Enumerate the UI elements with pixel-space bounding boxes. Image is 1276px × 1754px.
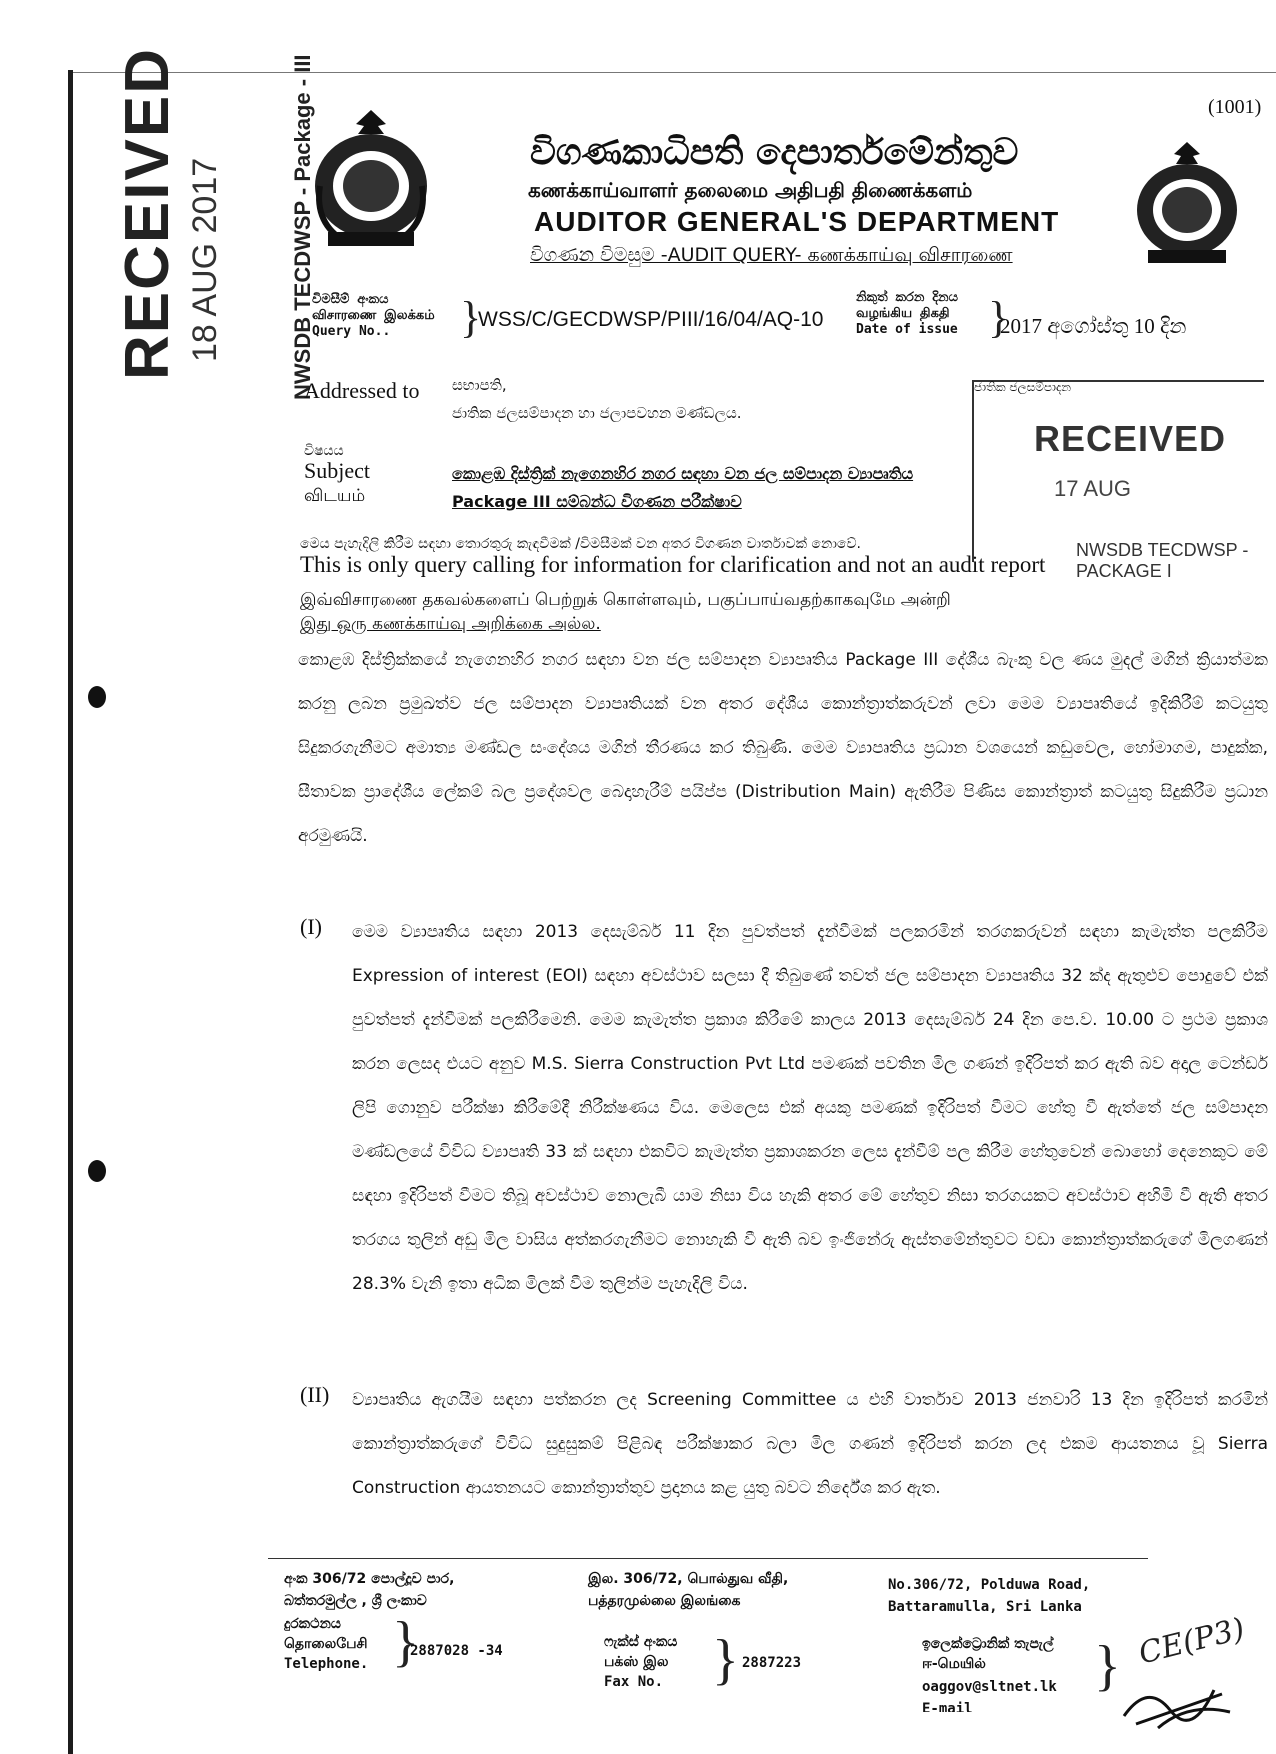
notice-english: This is only query calling for information for clarification and not an audit report: [300, 552, 1046, 577]
subject-label-si: විෂයය: [304, 444, 344, 459]
addressed-to-label: Addressed to: [304, 378, 420, 403]
email-label-en: E-mail: [922, 1701, 973, 1712]
handwritten-signature: [1118, 1672, 1238, 1732]
address-si-line2: බත්තරමුල්ල , ශ්‍රී ලංකාව: [284, 1593, 427, 1609]
subject-label-en: Subject: [304, 458, 370, 483]
query-no-label-en: Query No..: [312, 324, 391, 339]
paragraph-number: (II): [300, 1382, 330, 1407]
punch-hole: [88, 686, 106, 708]
dept-name-sinhala: විගණකාධිපති දෙපාර්තමේන්තුව: [530, 132, 1019, 173]
received-stamp: [972, 380, 1264, 581]
sri-lanka-emblem-right: [1128, 138, 1246, 270]
address-si-line1: අංක 306/72 පොල්දූව පාර,: [284, 1571, 455, 1587]
footer-address-sinhala: [284, 1568, 454, 1612]
footer-address-tamil: [588, 1568, 788, 1612]
brace-icon: }: [1094, 1635, 1121, 1697]
sri-lanka-emblem-left: [306, 104, 436, 254]
paragraph-number: (I): [300, 914, 322, 939]
email-value: oaggov@sltnet.lk: [922, 1679, 1057, 1695]
received-stamp-foot: NWSDB TECDWSP - PACKAGE I: [1076, 540, 1249, 581]
audit-query-title: විගණන විමසුම -AUDIT QUERY- கணக்காய்வு விசாரணை: [530, 244, 1013, 266]
punch-hole: [88, 1160, 106, 1182]
footer-address-english: [888, 1574, 1090, 1618]
telephone-labels: [284, 1614, 368, 1674]
query-no-value: WSS/C/GECDWSP/PIII/16/04/AQ-10: [478, 308, 824, 331]
received-stamp-main: RECEIVED: [1034, 418, 1227, 459]
fax-label-ta: பக்ஸ் இல: [604, 1654, 669, 1670]
issue-date-label-si: නිකුත් කරන දිනය: [856, 290, 958, 305]
scan-top-edge: [72, 72, 1276, 73]
issue-date-label-ta: வழங்கிய திகதி: [856, 306, 950, 321]
paragraph-two: ව්‍යාපෘතිය ඇගයීම සඳහා පත්කරන ලද Screening Committee ය එහි වාර්තාව 2013 ජනවාරි 13 දින ඉදිරිපත් කරමින් කොන්ත්‍රාත්කරුගේ විවිධ සුදුසුකම් පිළිබඳ පරීක්ෂාකර බලා මිල ගණන් ඉදිරිපත් කරන ලද එකම ආයතනය වූ Sierra Construction ආයතනයට කොන්ත්‍රාත්තුව ප්‍රදානය කළ යුතු බවට නිර්දේශ කර ඇත.: [352, 1390, 1268, 1498]
brace-icon: }: [392, 1611, 419, 1673]
stamp-org-text: NWSDB TECDWSP - Package - III: [290, 54, 315, 400]
telephone-label-ta: தொலைபேசி: [284, 1636, 368, 1652]
subject-label-ta: விடயம்: [304, 486, 366, 505]
brace-icon: }: [988, 293, 1010, 342]
telephone-label-si: දුරකථනය: [284, 1616, 341, 1632]
notice-sinhala: මෙය පැහැදිලි කිරීම සඳහා තොරතුරු කැඳවීමක් /විමසීමක් වන අතර විගණන වාර්තාවක් නොවේ.: [300, 536, 861, 552]
fax-value: 2887223: [742, 1655, 802, 1671]
address-en-line2: Battaramulla, Sri Lanka: [888, 1599, 1082, 1615]
received-stamp-date: 17 AUG: [1054, 476, 1132, 501]
dept-name-tamil: கணக்காய்வாளர் தலைமை அதிபதி திணைக்களம்: [528, 178, 973, 202]
telephone-label-en: Telephone.: [284, 1656, 369, 1672]
footer-divider: [268, 1558, 1148, 1559]
telephone-value: 2887028 -34: [410, 1643, 503, 1659]
query-no-label-si: විමසීම් අංකය: [312, 292, 389, 307]
notice-tamil-line2: இது ஒரு கணக்காய்வு அறிக்கை அல்ல.: [300, 614, 601, 634]
addressee-line1: සභාපති,: [452, 376, 507, 394]
dept-name-english: AUDITOR GENERAL'S DEPARTMENT: [534, 206, 1060, 237]
brace-icon: }: [460, 293, 482, 342]
email-labels: [922, 1634, 1054, 1674]
subject-line1: කොළඹ දිස්ත්‍රික් නැගෙනහිර නගර සඳහා වන ජල සම්පාදන ව්‍යාපෘතිය: [452, 464, 914, 483]
stamp-received-text: RECEIVED: [113, 47, 182, 380]
stamp-date-text: 18 AUG 2017: [186, 157, 224, 362]
address-ta-line1: இல. 306/72, பொல்துவ வீதி,: [588, 1571, 789, 1587]
subject-line2: Package III සම්බන්ධ විගණන පරීක්ෂාව: [452, 492, 742, 511]
email-label-ta: ஈ-மெயில்: [922, 1656, 986, 1672]
notice-tamil-line1: இவ்விசாரணை தகவல்களைப் பெற்றுக் கொள்ளவும், பகுப்பாய்வதற்காகவுமே அன்றி: [300, 590, 951, 610]
email-label-si: ඉලෙක්ට්‍රොනික් තැපැල්: [922, 1636, 1054, 1652]
query-no-label-ta: விசாரணை இலக்கம்: [312, 308, 435, 323]
page-number: (1001): [1208, 96, 1262, 118]
handwritten-note: CE(P3): [1135, 1611, 1249, 1672]
addressee-line2: ජාතික ජලසම්පාදන හා ජලාපවහන මණ්ඩලය.: [452, 404, 742, 422]
fax-labels: [604, 1632, 677, 1692]
intro-paragraph: කොළඹ දිස්ත්‍රික්කයේ නැගෙනහිර නගර සඳහා වන ජල සම්පාදන ව්‍යාපෘතිය Package III දේශීය බැංකු වල ණය මුදල් මගින් ක්‍රියාත්මක කරනු ලබන ප්‍රමුඛත්ව ජල සම්පාදන ව්‍යාපෘතියක් වන අතර දේශීය කොන්ත්‍රාත්කරුවන් ලවා මෙම ව්‍යාපෘතියේ ඉදිකිරීම් කටයුතු සිදුකරගැනීමට අමාත්‍ය මණ්ඩල සංදේශය මගින් තීරණය කර තිබුණි. මෙම ව්‍යාපෘතිය ප්‍රධාන වශයෙන් කඩුවෙල, හෝමාගම, පාදුක්ක, සීතාවක ප්‍රාදේශීය ලේකම් බල ප්‍රදේශවල බෙදාහැරීම් පයිප්ප (Distribution Main) ඇතිරීම පිණිස කොන්ත්‍රාත් කටයුතු සිදුකිරීම ප්‍රධාන අරමුණයි.: [298, 650, 1268, 846]
address-ta-line2: பத்தரமுல்லை இலங்கை: [588, 1593, 741, 1609]
issue-date-value: 2017 අගෝස්තු 10 දින: [1000, 314, 1187, 338]
paragraph-one: මෙම ව්‍යාපෘතිය සඳහා 2013 දෙසැම්බර් 11 දින පුවත්පත් දැන්වීමක් පලකරමින් තරගකරුවන් සඳහා කැමැත්ත පලකිරීම Expression of interest (EOI) සඳහා අවස්ථාව සලසා දී තිබුණේ තවත් ජල සම්පාදන ව්‍යාපෘතිය 32 ක්ද ඇතුළුව පොදුවේ එක් පුවත්පත් දැන්වීමක් පලකිරීමෙනි. මෙම කැමැත්ත ප්‍රකාශ කිරීමේ කාලය 2013 දෙසැම්බර් 24 දින පෙ.ව. 10.00 ට ප්‍රථම ප්‍රකාශ කරන ලෙසද එයට අනුව M.S. Sierra Construction Pvt Ltd පමණක් පවතින මිල ගණන් ඉදිරිපත් කර ඇති බව අදාල ටෙන්ඩර් ලිපි ගොනුව පරීක්ෂා කිරීමේදී නිරීක්ෂණය විය. මෙලෙස එක් අයකු පමණක් ඉදිරිපත් වීමට හේතු වී ඇත්තේ ජල සම්පාදන මණ්ඩලයේ විවිධ ව්‍යාපෘති 33 ක් සඳහා එකවිට කැමැත්ත ප්‍රකාශකරන ලෙස දැන්වීම් පල කිරීම හේතුවෙන් බොහෝ දෙනෙකුට මේ සඳහා ඉදිරිපත් වීමට තිබූ අවස්ථාව නොලැබී යාම නිසා විය හැකි අතර මේ හේතුව නිසා තරගයකට අවස්ථාව අහිමි වී ඇති අතර තරගය තුලින් අඩු මිල වාසිය අත්කරගැනීමට නොහැකි වී ඇති බව ඉංජිනේරු ඇස්තමේන්තුවට වඩා කොන්ත්‍රාත්කරුගේ මිලගණන් 28.3% වැනි ඉතා අධික මිලක් වීම තුලින්ම පැහැදිලි විය.: [352, 922, 1268, 1294]
brace-icon: }: [712, 1629, 739, 1691]
received-stamp-head: ජාතික ජලසම්පාදන: [974, 380, 1072, 394]
scan-left-edge: [68, 70, 73, 1754]
issue-date-label-en: Date of issue: [856, 322, 958, 337]
address-en-line1: No.306/72, Polduwa Road,: [888, 1577, 1091, 1593]
fax-label-si: ෆැක්ස් අංකය: [604, 1634, 678, 1650]
query-no-labels: [312, 292, 435, 340]
fax-label-en: Fax No.: [604, 1674, 664, 1690]
issue-date-labels: [856, 290, 958, 338]
